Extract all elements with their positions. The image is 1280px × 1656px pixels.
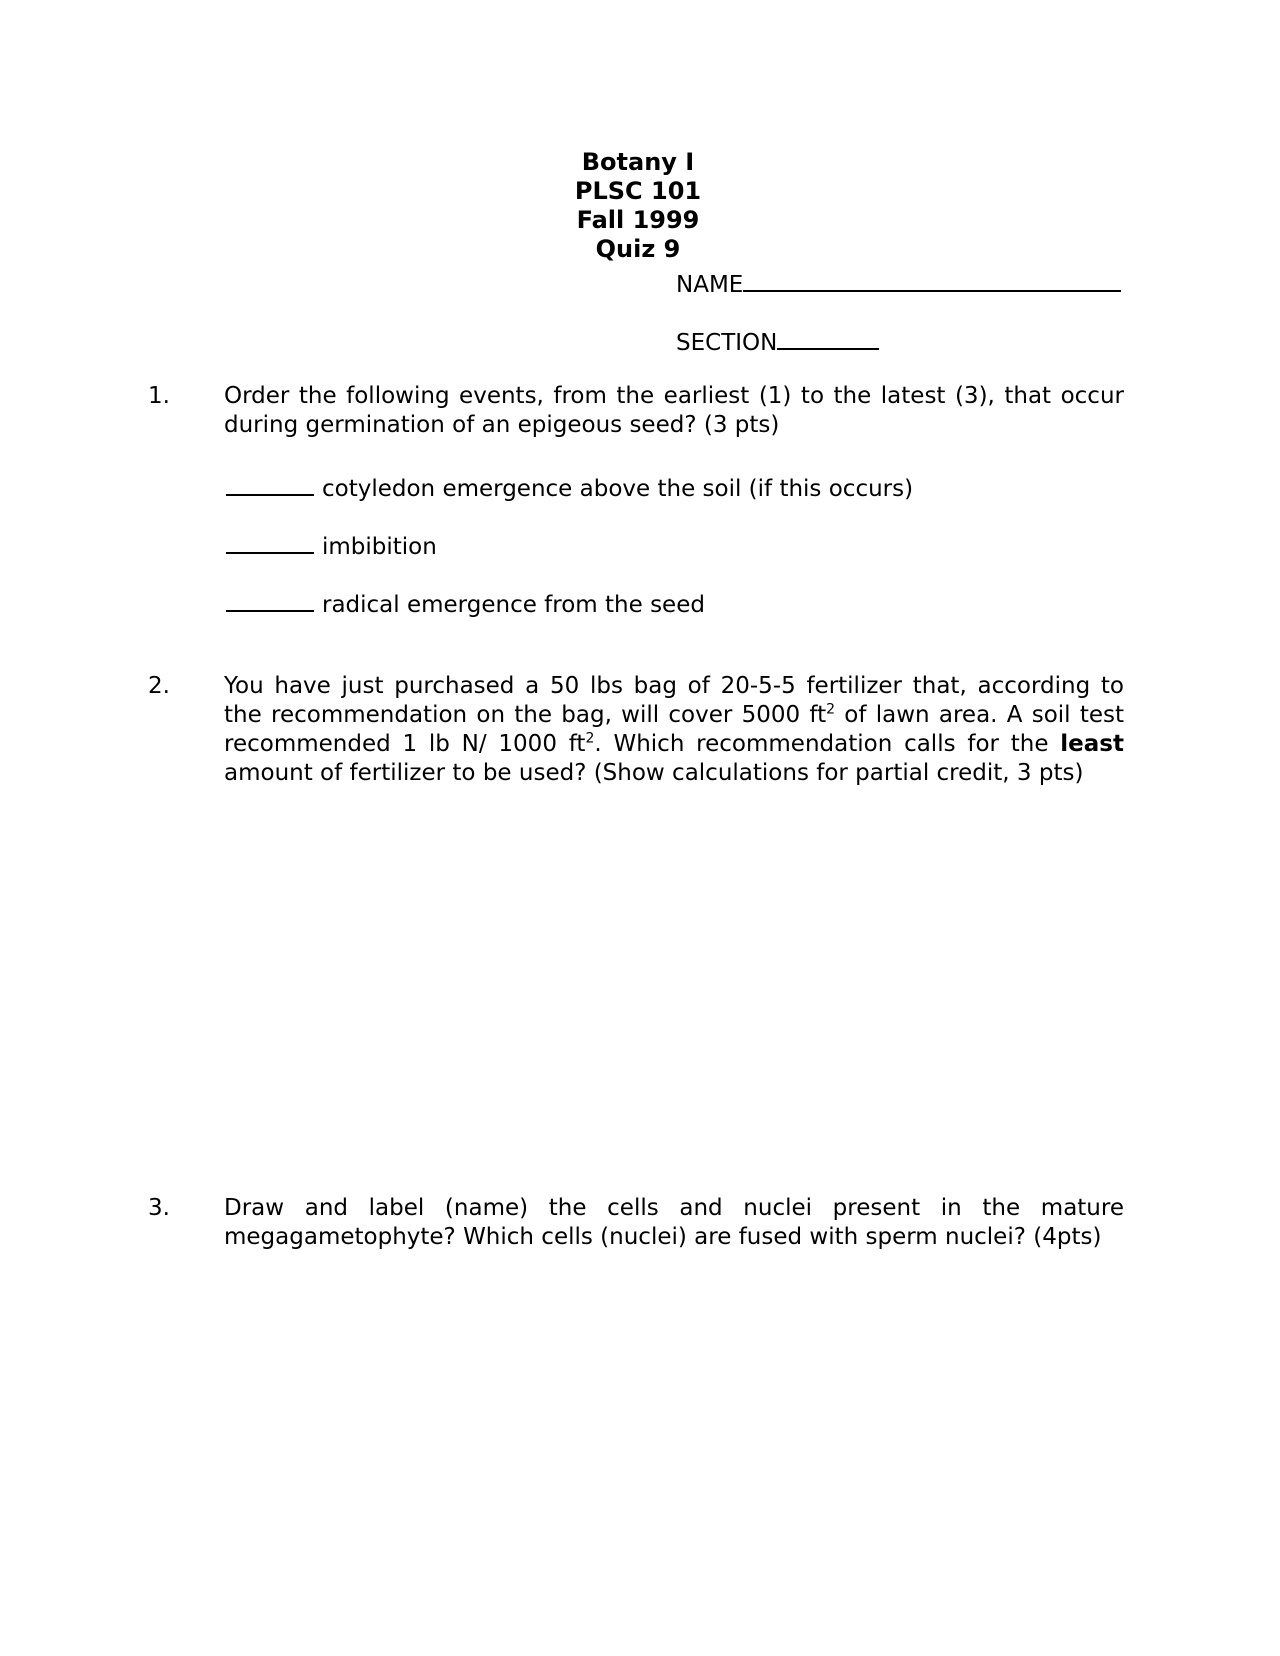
question-text-part: . Which recommendation calls for the — [594, 731, 1061, 757]
answer-blank[interactable] — [226, 528, 314, 554]
section-label: SECTION — [676, 330, 778, 356]
name-label: NAME — [676, 272, 744, 298]
course-title: Botany I — [581, 148, 695, 176]
question-text: Order the following events, from the earliest (1) to the latest (3), that occur during germination of an epigeous seed? (3 pts) — [224, 383, 1124, 438]
question-text-part: You have just purchased a 50 lbs bag of 20-5-5 fertilizer that, according to the recommendation on the bag, will cover 5000 ft — [224, 673, 1124, 728]
question-number: 1. — [148, 383, 170, 409]
question-number: 3. — [148, 1195, 170, 1221]
question-text-part: amount of fertilizer to be used? (Show calculations for partial credit, 3 pts) — [224, 760, 1084, 786]
order-item — [226, 586, 705, 620]
order-item-label: imbibition — [322, 534, 437, 560]
name-field[interactable] — [676, 266, 1121, 300]
quiz-header — [0, 148, 1280, 264]
order-item — [226, 528, 437, 562]
order-item — [226, 470, 913, 504]
name-blank[interactable] — [743, 266, 1121, 292]
section-field[interactable] — [676, 324, 879, 358]
emphasis-text: least — [1060, 731, 1124, 757]
answer-blank[interactable] — [226, 470, 314, 496]
question-text — [224, 672, 1124, 788]
question-text: Draw and label (name) the cells and nuclei present in the mature megagametophyte? Which cells (nuclei) are fused with sperm nuclei? (4pts) — [224, 1195, 1124, 1250]
order-item-label: radical emergence from the seed — [322, 592, 705, 618]
section-blank[interactable] — [777, 324, 879, 350]
quiz-number: Quiz 9 — [595, 235, 681, 263]
term: Fall 1999 — [576, 206, 700, 234]
answer-blank[interactable] — [226, 586, 314, 612]
order-item-label: cotyledon emergence above the soil (if this occurs) — [322, 476, 914, 502]
superscript: 2 — [826, 701, 836, 718]
superscript: 2 — [585, 730, 595, 747]
course-code: PLSC 101 — [574, 177, 702, 205]
question-text-part: of lawn area. A soil test recommended 1 lb N/ 1000 ft — [224, 702, 1125, 757]
question-number: 2. — [148, 673, 170, 699]
